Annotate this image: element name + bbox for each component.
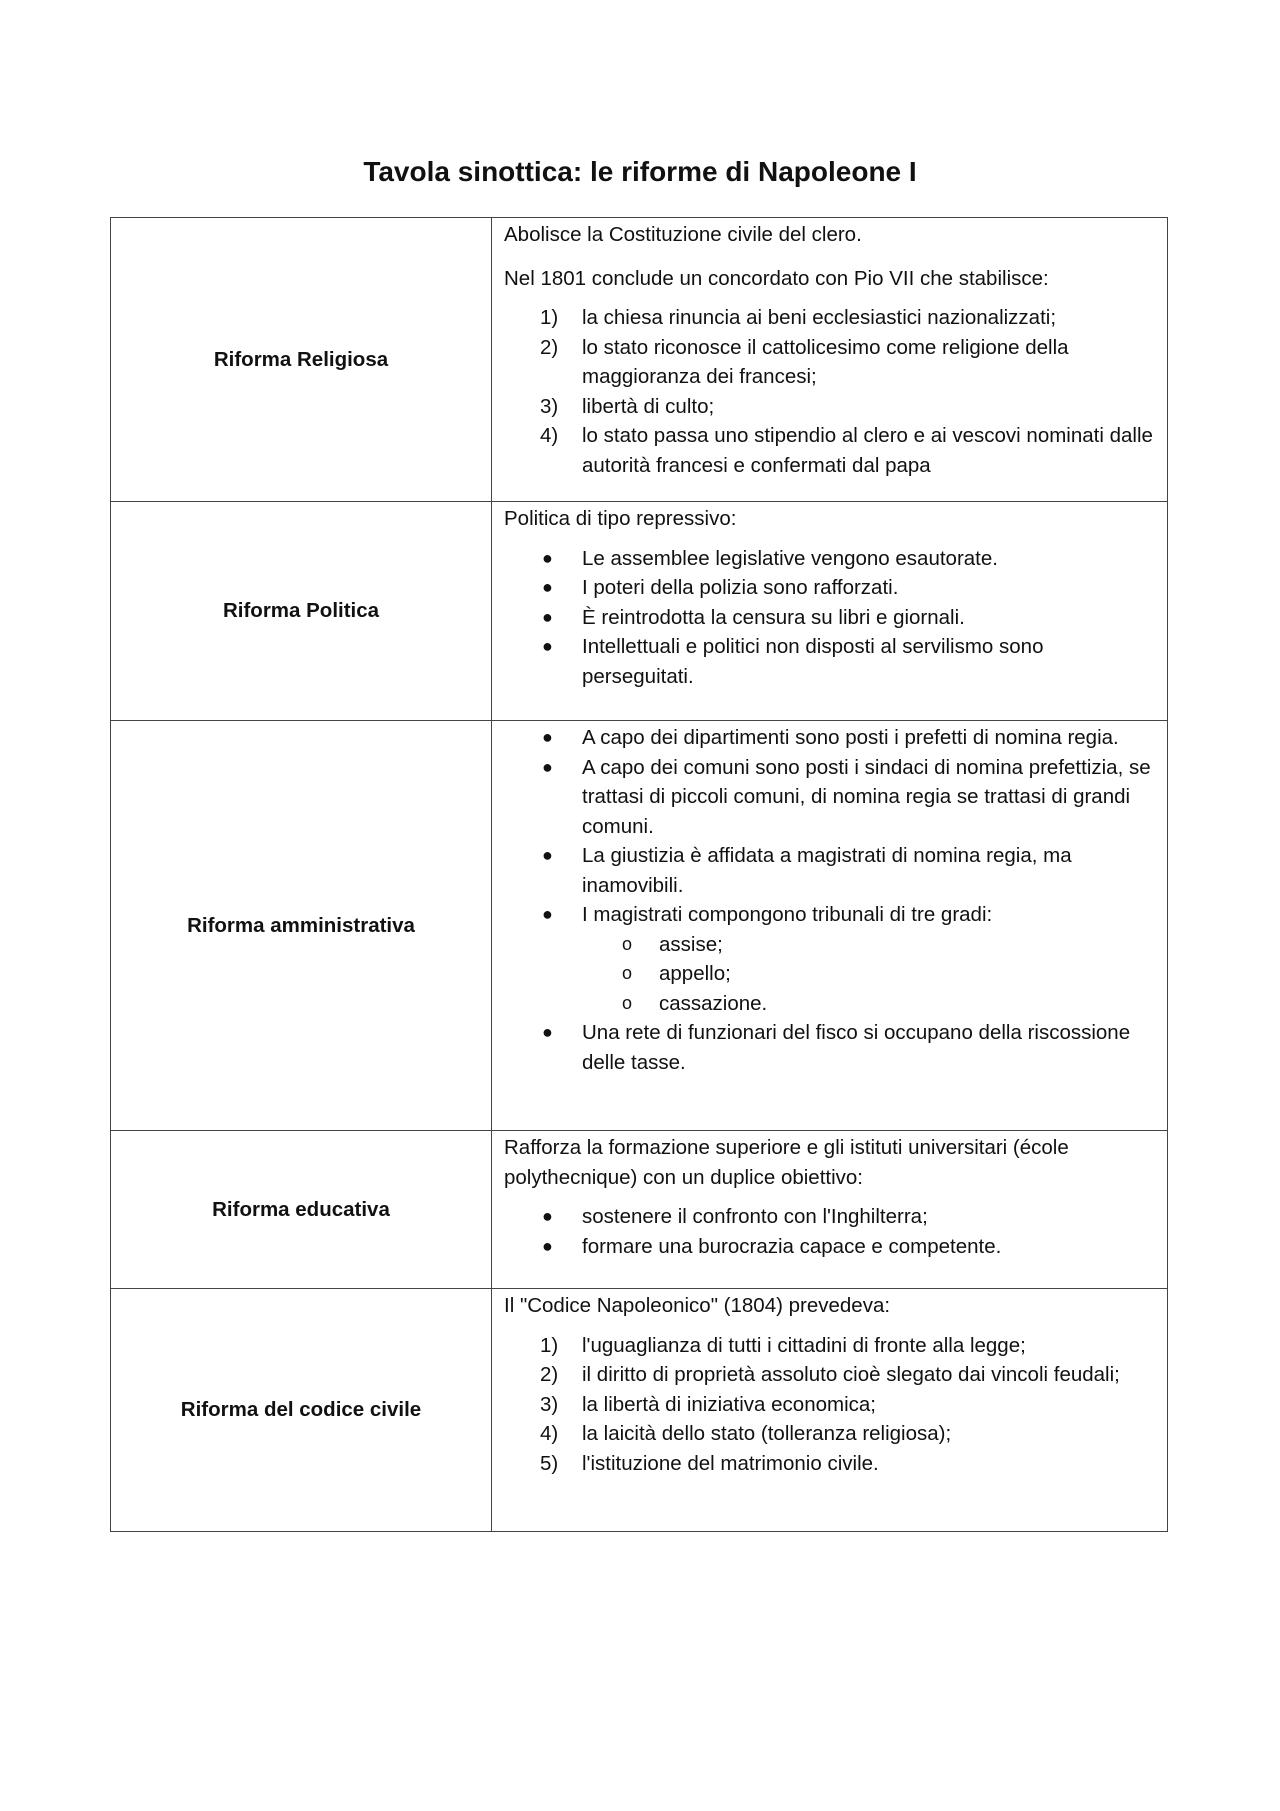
list-item bbox=[504, 1018, 1155, 1077]
list-item-text: A capo dei comuni sono posti i sindaci di nomina prefettizia, se trattasi di piccoli comuni, di nomina regia se trattasi di grandi comuni. bbox=[582, 755, 1151, 838]
list-item-text: cassazione. bbox=[659, 991, 768, 1015]
list-number: 5) bbox=[540, 1451, 559, 1475]
paragraph: Abolisce la Costituzione civile del clero. bbox=[504, 223, 862, 246]
sub-list bbox=[582, 930, 1155, 1019]
list-item bbox=[504, 544, 1155, 574]
list-item bbox=[504, 1449, 1155, 1479]
list-item bbox=[504, 1331, 1155, 1361]
list-item-text: La giustizia è affidata a magistrati di nomina regia, ma inamovibili. bbox=[582, 844, 1072, 897]
list-item-text: Intellettuali e politici non disposti al servilismo sono perseguitati. bbox=[582, 635, 1044, 688]
list-item bbox=[504, 1360, 1155, 1390]
list-item-text: I poteri della polizia sono rafforzati. bbox=[582, 576, 899, 599]
table-row bbox=[111, 1131, 1168, 1289]
list-item bbox=[504, 1419, 1155, 1449]
list-item-text: l'uguaglianza di tutti i cittadini di fronte alla legge; bbox=[582, 1333, 1026, 1357]
list-item-text: lo stato riconosce il cattolicesimo come religione della maggioranza dei francesi; bbox=[582, 335, 1069, 388]
bullet-icon: ● bbox=[542, 1206, 553, 1226]
list-number: 3) bbox=[540, 1392, 559, 1416]
list-item bbox=[504, 1232, 1155, 1262]
paragraph: Rafforza la formazione superiore e gli istituti universitari (école polythecnique) con un duplice obiettivo: bbox=[504, 1136, 1069, 1189]
list-item bbox=[504, 1390, 1155, 1420]
list-item-text: assise; bbox=[659, 932, 723, 956]
list-item bbox=[504, 603, 1155, 633]
circle-bullet-icon: o bbox=[622, 992, 633, 1013]
row-label: Riforma Religiosa bbox=[111, 218, 492, 502]
list-item-text: la chiesa rinuncia ai beni ecclesiastici nazionalizzati; bbox=[582, 306, 1057, 329]
paragraph: Politica di tipo repressivo: bbox=[504, 507, 737, 530]
bullet-icon: ● bbox=[542, 636, 553, 656]
list-item-text: Una rete di funzionari del fisco si occupano della riscossione delle tasse. bbox=[582, 1021, 1131, 1074]
list-item bbox=[504, 632, 1155, 691]
list-item-text: la laicità dello stato (tolleranza religiosa); bbox=[582, 1422, 952, 1445]
list-item bbox=[504, 753, 1155, 842]
paragraph: Nel 1801 conclude un concordato con Pio VII che stabilisce: bbox=[504, 266, 1049, 290]
list-item-text: Le assemblee legislative vengono esautorate. bbox=[582, 546, 998, 570]
bullet-icon: ● bbox=[542, 547, 553, 568]
bullet-icon: ● bbox=[542, 904, 553, 924]
list-item bbox=[504, 841, 1155, 900]
list-number: 1) bbox=[540, 306, 559, 329]
list-item bbox=[504, 573, 1155, 603]
table-row bbox=[111, 502, 1168, 721]
circle-bullet-icon: o bbox=[622, 963, 633, 983]
list-number: 2) bbox=[540, 1363, 559, 1386]
bullet-list bbox=[504, 723, 1155, 1077]
bullet-icon: ● bbox=[542, 606, 553, 627]
page-title: Tavola sinottica: le riforme di Napoleone I bbox=[363, 156, 917, 187]
list-item bbox=[504, 900, 1155, 1018]
circle-bullet-icon: o bbox=[622, 933, 633, 954]
bullet-list bbox=[504, 544, 1155, 692]
row-label: Riforma educativa bbox=[111, 1131, 492, 1289]
list-item-text: l'istituzione del matrimonio civile. bbox=[582, 1451, 879, 1475]
list-number: 3) bbox=[540, 394, 559, 418]
sub-list-item bbox=[582, 959, 1155, 989]
numbered-list bbox=[504, 1331, 1155, 1479]
row-label: Riforma amministrativa bbox=[111, 721, 492, 1131]
bullet-icon: ● bbox=[542, 727, 553, 747]
sub-list-item bbox=[582, 989, 1155, 1019]
list-item-text: lo stato passa uno stipendio al clero e ai vescovi nominati dalle autorità francesi e confermati dal papa bbox=[582, 424, 1153, 477]
row-content bbox=[492, 721, 1168, 1131]
list-item-text: sostenere il confronto con l'Inghilterra; bbox=[582, 1205, 928, 1228]
list-item bbox=[504, 1202, 1155, 1232]
list-item bbox=[504, 303, 1155, 333]
row-content bbox=[492, 1131, 1168, 1289]
table-row bbox=[111, 1289, 1168, 1532]
table-row bbox=[111, 721, 1168, 1131]
list-number: 2) bbox=[540, 335, 559, 359]
row-content bbox=[492, 218, 1168, 502]
list-item-text: formare una burocrazia capace e competente. bbox=[582, 1234, 1002, 1258]
sub-list-item bbox=[582, 930, 1155, 960]
bullet-icon: ● bbox=[542, 577, 553, 597]
synoptic-table bbox=[110, 217, 1168, 1532]
paragraph: Il "Codice Napoleonico" (1804) prevedeva: bbox=[504, 1294, 891, 1317]
list-number: 4) bbox=[540, 1422, 559, 1445]
list-item-text: A capo dei dipartimenti sono posti i prefetti di nomina regia. bbox=[582, 726, 1119, 749]
list-item-text: I magistrati compongono tribunali di tre gradi: bbox=[582, 903, 993, 926]
list-item bbox=[504, 392, 1155, 422]
bullet-icon: ● bbox=[542, 756, 553, 777]
list-number: 4) bbox=[540, 424, 559, 447]
list-item-text: libertà di culto; bbox=[582, 394, 715, 418]
row-label: Riforma del codice civile bbox=[111, 1289, 492, 1532]
row-content bbox=[492, 502, 1168, 721]
list-item bbox=[504, 333, 1155, 392]
row-content bbox=[492, 1289, 1168, 1532]
bullet-list bbox=[504, 1202, 1155, 1261]
list-item-text: la libertà di iniziativa economica; bbox=[582, 1392, 876, 1416]
list-item bbox=[504, 421, 1155, 480]
list-item bbox=[504, 723, 1155, 753]
bullet-icon: ● bbox=[542, 845, 553, 865]
list-item-text: il diritto di proprietà assoluto cioè slegato dai vincoli feudali; bbox=[582, 1363, 1120, 1386]
bullet-icon: ● bbox=[542, 1235, 553, 1256]
list-item-text: appello; bbox=[659, 962, 731, 985]
list-number: 1) bbox=[540, 1333, 559, 1357]
list-item-text: È reintrodotta la censura su libri e giornali. bbox=[582, 605, 965, 629]
row-label: Riforma Politica bbox=[111, 502, 492, 721]
table-row bbox=[111, 218, 1168, 502]
numbered-list bbox=[504, 303, 1155, 480]
bullet-icon: ● bbox=[542, 1022, 553, 1042]
